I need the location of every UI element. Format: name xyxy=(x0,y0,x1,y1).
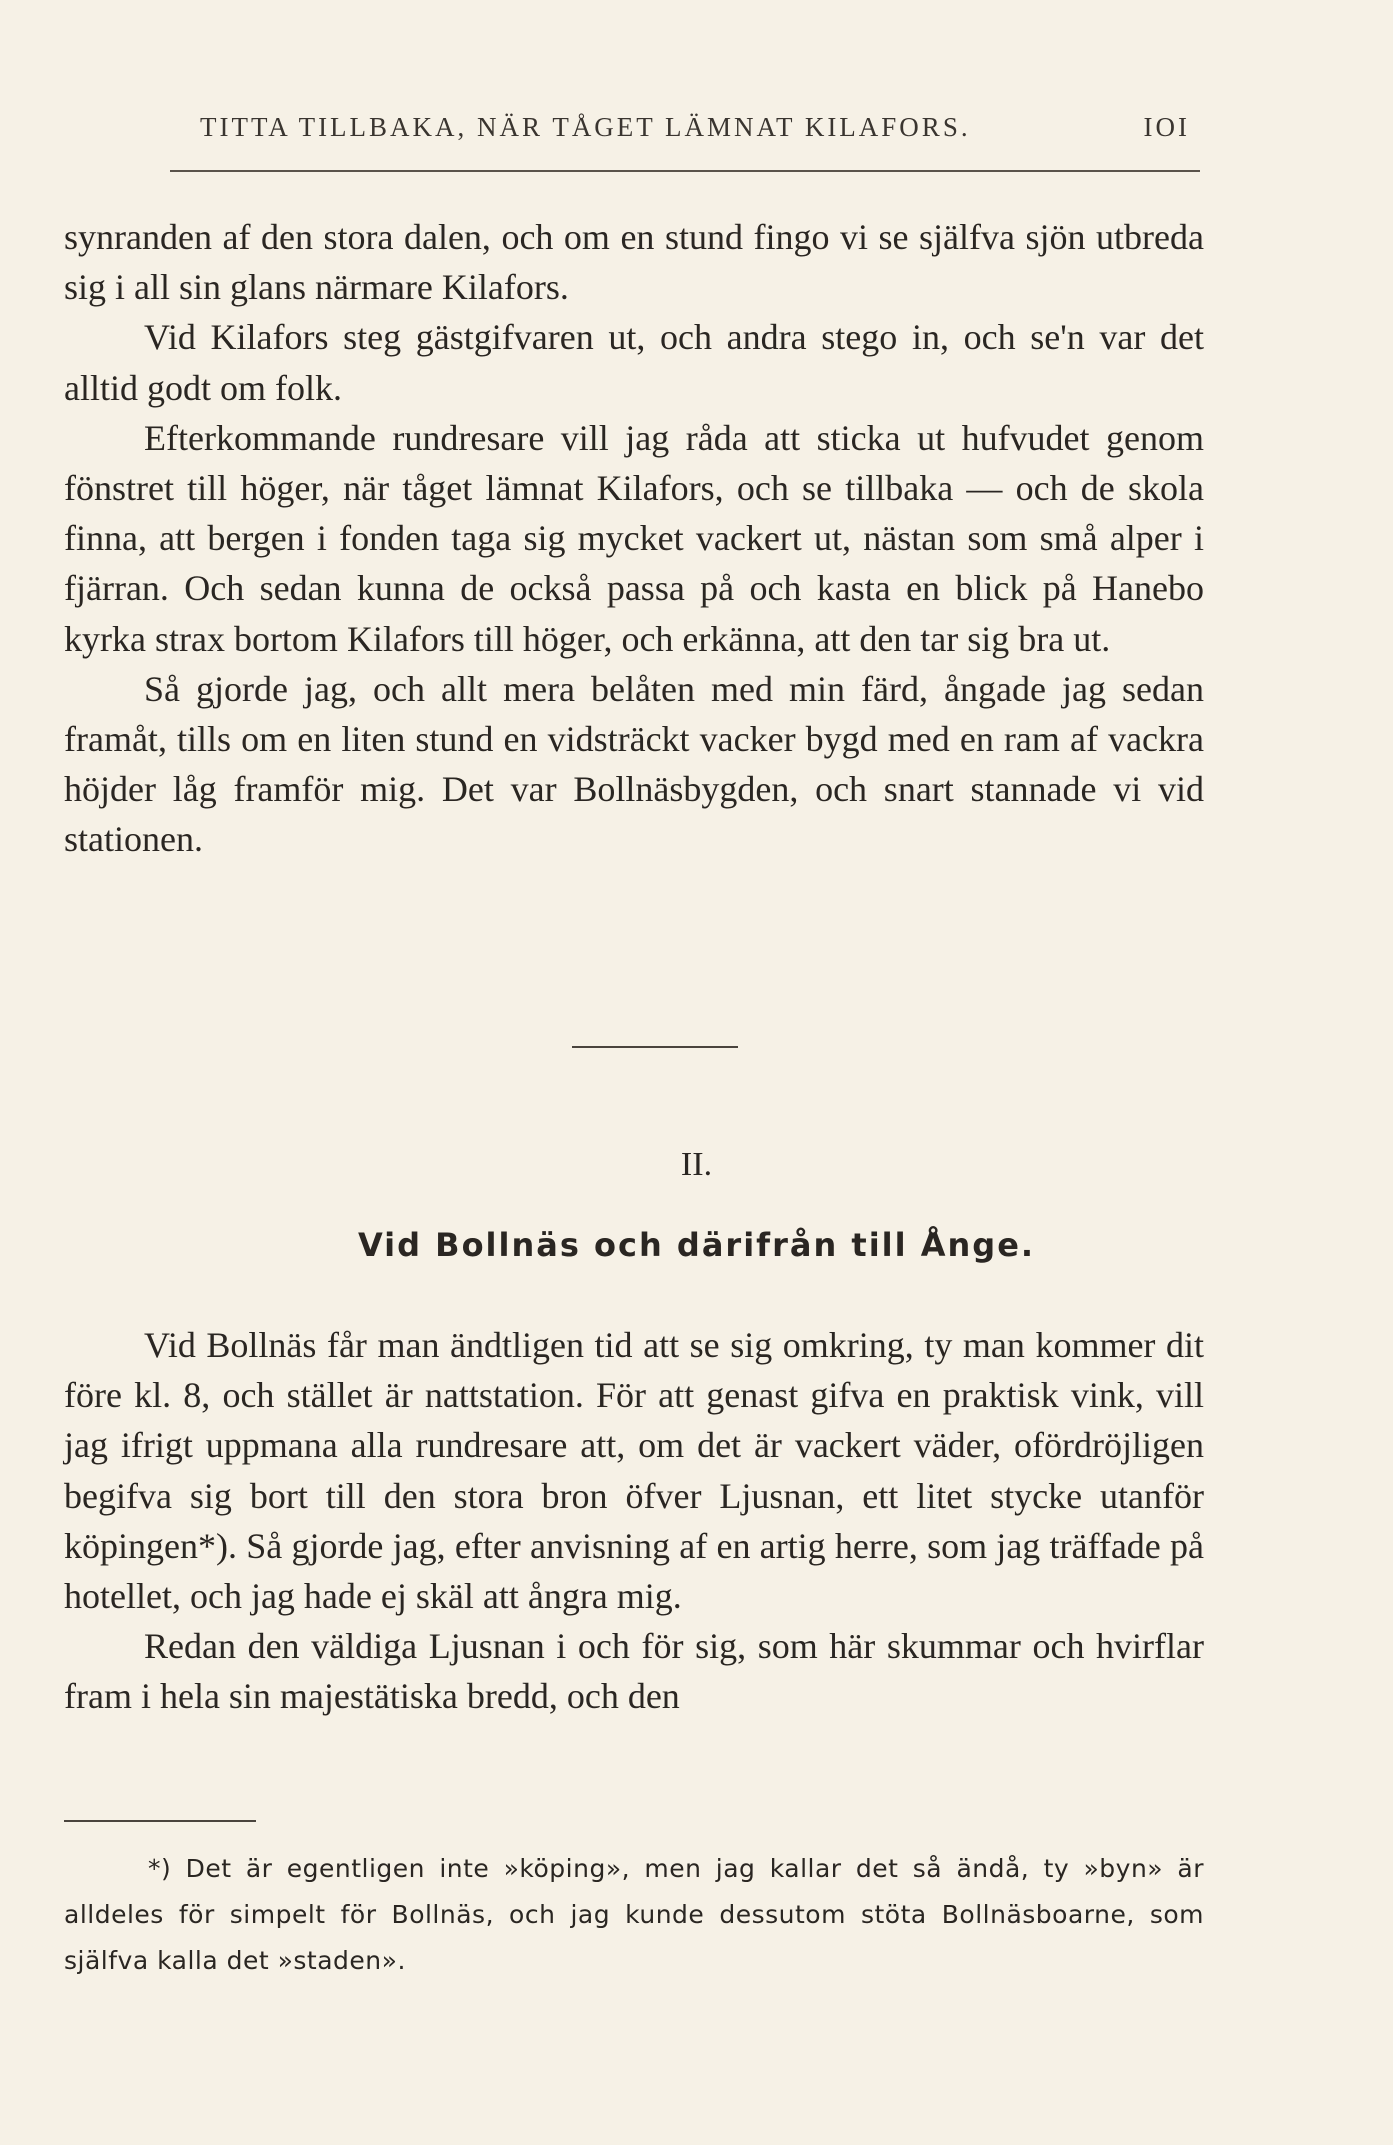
paragraph: Så gjorde jag, och allt mera belåten med min färd, ångade jag sedan framåt, tills om en liten stund en vidsträckt vacker bygd med en ram af vackra höjder låg framför mig. Det var Bollnäsbygden, och snart stannade vi vid stationen. xyxy=(64,668,1204,860)
running-head xyxy=(180,112,1190,156)
paragraph: Redan den väldiga Ljusnan i och för sig, som här skummar och hvirflar fram i hela sin majestätiska bredd, och den xyxy=(64,1626,1204,1717)
paragraph-continuation: synranden af den stora dalen, och om en stund fingo vi se själfva sjön utbreda sig i all sin glans närmare Kilafors. xyxy=(64,217,1204,308)
section-title: Vid Bollnäs och därifrån till Ånge. xyxy=(357,1226,1036,1264)
paragraph: Vid Kilafors steg gästgifvaren ut, och andra stego in, och se'n var det alltid godt om folk. xyxy=(64,317,1204,408)
body-text-top xyxy=(64,212,1204,865)
footnote xyxy=(64,1846,1204,1984)
section-number: II. xyxy=(680,1146,713,1183)
section-divider xyxy=(572,1046,738,1048)
running-title: TITTA TILLBAKA, NÄR TÅGET LÄMNAT KILAFORS. xyxy=(200,112,971,142)
header-rule xyxy=(170,170,1200,172)
paragraph: Vid Bollnäs får man ändtligen tid att se sig omkring, ty man kommer dit före kl. 8, och stället är nattstation. För att genast gifva en praktisk vink, vill jag ifrigt uppmana alla rundresare att, om det är vackert väder, ofördröjligen begifva sig bort till den stora bron öfver Ljusnan, ett litet stycke utanför köpingen*). Så gjorde jag, efter anvisning af en artig herre, som jag träffade på hotellet, och jag hade ej skäl att ångra mig. xyxy=(64,1325,1204,1617)
paragraph: Efterkommande rundresare vill jag råda att sticka ut hufvudet genom fönstret till höger, när tåget lämnat Kilafors, och se tillbaka — och de skola finna, att bergen i fonden taga sig mycket vackert ut, nästan som små alper i fjärran. Och sedan kunna de också passa på och kasta en blick på Hanebo kyrka strax bortom Kilafors till höger, och erkänna, att den tar sig bra ut. xyxy=(64,417,1204,659)
body-text-bottom xyxy=(64,1320,1204,1722)
footnote-rule xyxy=(64,1820,256,1822)
footnote-text: *) Det är egentligen inte »köping», men jag kallar det så ändå, ty »byn» är alldeles för simpelt för Bollnäs, och jag kunde dessutom stöta Bollnäsboarne, som själfva kalla det »staden». xyxy=(64,1854,1204,1975)
page-number: IOI xyxy=(1143,112,1190,142)
